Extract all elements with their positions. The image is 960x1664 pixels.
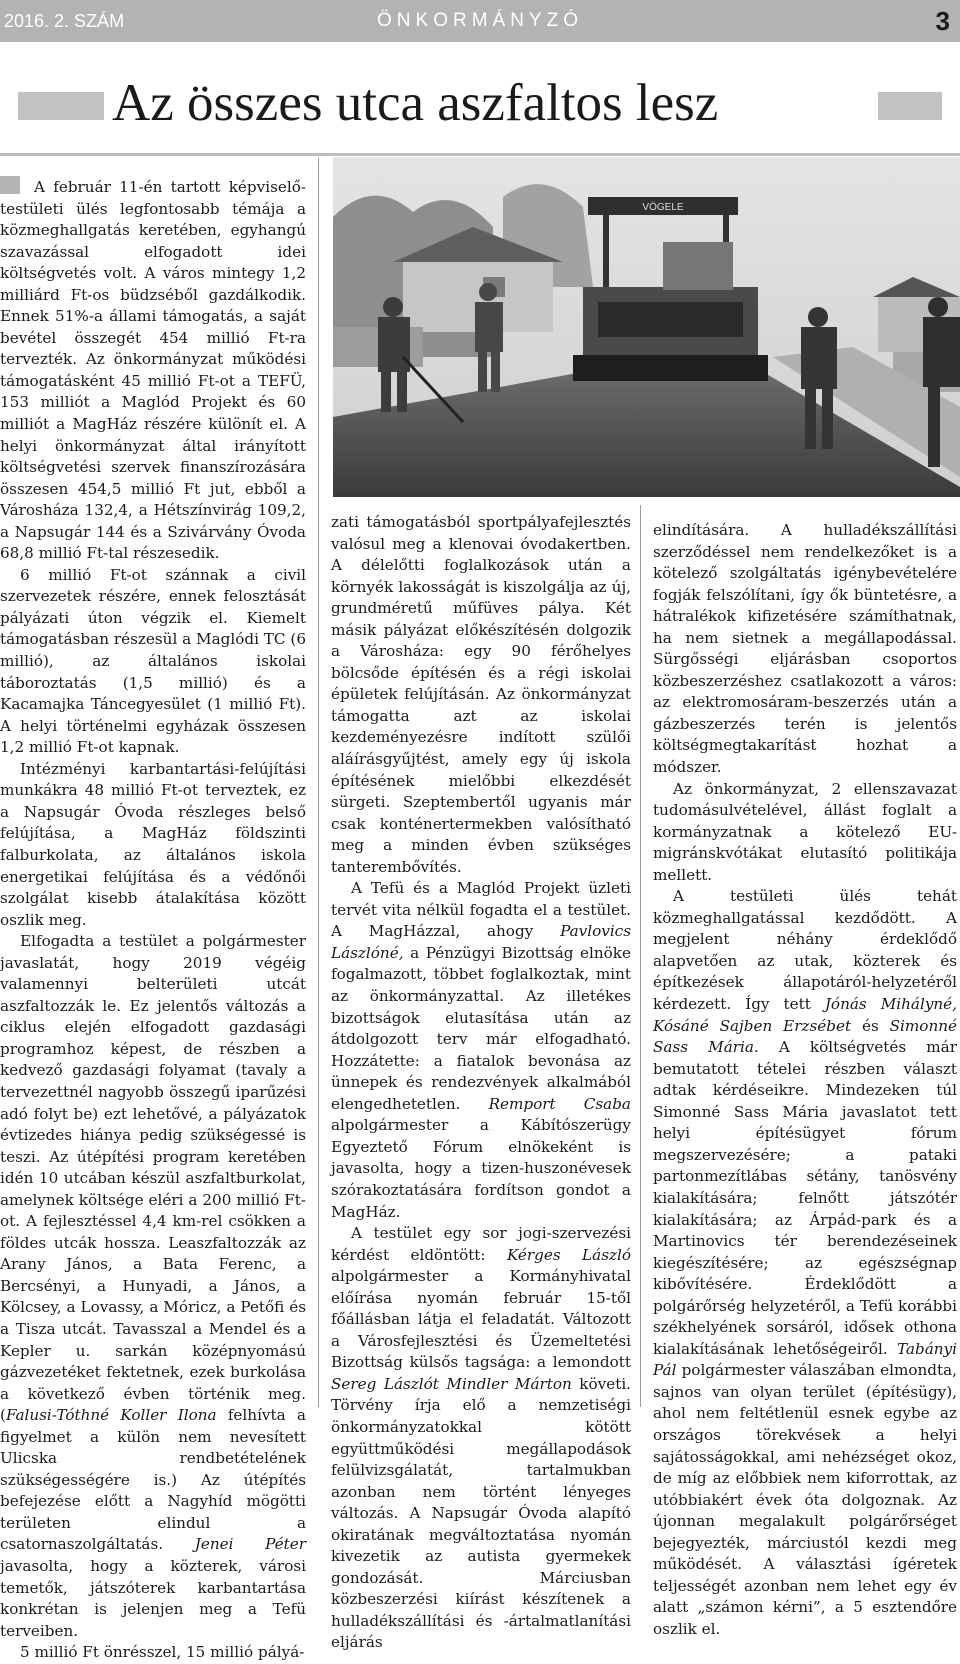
person-name: Falusi-Tóthné Koller Ilona (5, 1406, 217, 1425)
page-number: 3 (935, 6, 950, 36)
paragraph: elindítására. A hulladékszállítási szerződéssel nem rendelkezőket is a kötelező szolgáltatás igénybevételére fogják felszólítani, így ők büntetésre, a hátralékok kifizetésére számíthatnak, ha nem sietnek a megállapodással. Sürgősségi eljárásban csoportos közbeszerzéshez csatlakozott a város: az elektromosáram-beszerzés után a gázbeszerzés terén is jelentős költségmegtakarítást hozhat a módszer. (653, 521, 957, 777)
machine-brand-label: VÖGELE (642, 202, 684, 213)
paragraph-text: A február 11-én tartott képviselő-testületi ülés legfontosabb témája a közmeghallgatás keretében, egyhangú szavazással elfogadott idei költségvetés volt. A város mintegy 1,2 milliárd Ft-os büdzséből gazdálkodik. Ennek 51%-a állami támogatás, a saját bevétel összegét 454 millió Ft-ra tervezték. Az önkormányzat működési támogatásként 45 millió Ft-ot a TEFÜ, 153 milliót a Maglód Projekt és 60 milliót a MagHáz részére különít el. A helyi önkormányzat által irányított költségvetési szervek finanszírozására összesen 454,5 millió Ft jut, ebből a Városháza 132,4, a Hétszínvirág 109,2, a Napsugár 144 és a Szivárvány Óvoda 68,8 millió Ft-tal részesedik. (0, 178, 306, 563)
article-column-2 (331, 512, 631, 1654)
person-name: Tabányi Pál (653, 1339, 957, 1380)
issue-label: 2016. 2. SZÁM (4, 11, 125, 31)
person-name: Kérges László (506, 1245, 631, 1264)
paragraph (0, 931, 306, 1642)
person-name: Sereg Lászlót Mindler Márton (331, 1374, 572, 1393)
paragraph (0, 176, 306, 565)
paragraph-text: A testületi ülés tehát közmeghallgatással kezdődött. A megjelent néhány érdeklődő alapvetően az utak, közterek és építkezések állapotáról-helyzetéről kérdezett. Így tett (653, 887, 957, 1014)
paragraph (653, 886, 957, 1640)
headline-rule (0, 153, 960, 156)
title-decoration-right (878, 92, 942, 120)
paragraph-text: javasolta, hogy a közterek, városi temetők, játszóterek karbantartása konkrétan is jelenjen meg a Tefü terveiben. (0, 1557, 306, 1640)
paragraph-text: Elfogadta a testület a polgármester javaslatát, hogy 2019 végéig valamennyi belterületi utcát aszfaltozzák le. Ez jelentős változás a ciklus elején elfogadott gazdasági programhoz képest, de részben a kedvező gazdasági folyamat (tavaly a tervezettnél nagyobb összegű iparűzési adó folyt be) ezt lehetővé, a pályázatok évtizedes hiánya pedig szükségessé is teszi. Az útépítési program keretében idén 10 utcában készül aszfaltburkolat, amelynek költsége eléri a 200 millió Ft-ot. A fejlesztéssel 4,4 km-rel csökken a földes utcák hossza. Leaszfaltozzák az Arany János, a Bata Ferenc, a Bercsényi, a Hunyadi, a János, a Kölcsey, a Lovassy, a Móricz, a Petőfi és a Tisza utcát. Tavasszal a Mendel és a Kepler u. sarkán középnyomású gázvezetéket fektetnek, ezek burkolása a következő évben történik meg. ( (0, 932, 306, 1425)
paragraph-text: polgármester válaszában elmondta, sajnos van olyan terület (építésügy), ahol nem feltétlenül esnek egybe az országos törekvések a helyi sajátosságokkal, ami nehézséget okoz, de míg az előbbiek nem kiforrottak, az utóbbiakért évek óta dolgoznak. Az újonnan megalakult polgárőrséget bejegyezték, márciustól kezdi meg működését. A választási ígéretek teljességét azonban nem lehet egy év alatt „számon kérni”, a 5 esztendőre oszlik el. (653, 1361, 957, 1638)
paragraph-marker (0, 176, 20, 194)
paragraph (331, 1223, 631, 1654)
paragraph-text: a Pénzügyi Bizottság elnöke fogalmazott, többet foglalkoztak, mint az önkormányzattal. Az illetékes bizottságok elutasítása után az átdolgozott terv már elfogadható. Hozzátette: a fiatalok bevonása az ünnepek és rendezvények alkalmából elengedhetetlen. (331, 943, 631, 1113)
column-divider (640, 505, 641, 1407)
paragraph: 6 millió Ft-ot szánnak a civil szervezetek részére, ennek felosztását pályázati úton végzik el. Kiemelt támogatásban részesül a Maglódi TC (6 millió), az általános iskolai táboroztatás (1,5 millió) és a Kacamajka Táncegyesület (1 millió Ft). A helyi történelmi egyházak összesen 1,2 millió Ft-ot kapnak. (0, 565, 306, 757)
paragraph: Az önkormányzat, 2 ellenszavazat tudomásulvételével, állást foglalt a kormányzatnak a kötelező EU-migránskvótákat elutasító politikája mellett. (653, 779, 957, 884)
paving-scene-illustration (333, 157, 960, 497)
road-paving-photo (333, 157, 960, 497)
paragraph (331, 878, 631, 1223)
paragraph-text: és (851, 1016, 890, 1035)
paragraph-text: A Tefü és a Maglód Projekt üzleti tervét vita nélkül fogadta el a testület. A MagHázzal, ahogy (331, 879, 631, 941)
person-name: Jónás Mihályné, Kósáné Sajben Erzsébet (653, 995, 957, 1035)
paragraph-text: felhívta a figyelmet a külön nem nevesített Ulicska rendbetételének szükségességére is.) Az útépítés befejezése előtt a Nagyhíd mögötti területen elindul a csatornaszolgáltatás. (0, 1406, 306, 1554)
person-name: Simonné Sass Mária. (653, 1016, 957, 1057)
section-title: ÖNKORMÁNYZÓ (377, 10, 583, 31)
paragraph-text: követi. Törvény írja elő a nemzetiségi önkormányzatokkal kötött együttműködési megállapodások felülvizsgálatát, tartalmukban azonban nem történt lényeges változás. A Napsugár Óvoda alapító okiratának megváltoztatása nyomán kivezetik az autista gyermekek gondozását. Márciusban közbeszerzési kiírást készítenek a hulladékszállítási és -ártalmatlanítási eljárás (331, 1374, 632, 1652)
paragraph: Intézményi karbantartási-felújítási munkákra 48 millió Ft-ot terveztek, ez a Napsugár Óvoda részleges belső felújítása, a MagHáz földszinti falburkolata, az általános iskola energetikai felújítása és a védőnői szolgálat kisebb átalakítása között oszlik meg. (0, 759, 306, 929)
paragraph-text: A testület egy sor jogi-szervezési kérdést eldöntött: (331, 1224, 631, 1264)
person-name: Jenei Péter (194, 1535, 306, 1554)
paragraph: zati támogatásból sportpályafejlesztés valósul meg a klenovai óvodakertben. A délelőtti foglalkozások után a környék lakosságát is kiszolgálja az új, grundméretű műfüves pálya. Két másik pályázat előkészítésén dolgozik a Városháza: egy 90 férőhelyes bölcsőde építésén és a régi iskolai épületek felújításán. Az önkormányzat támogatta azt az iskolai kezdeményezésre indított szülői aláírásgyűjtést, amely egy új iskola építésének mielőbbi elkezdését sürgeti. Szeptembertől ugyanis már csak konténertermekben valósítható meg a minden évben szükséges tanterembővítés. (331, 513, 631, 876)
headline-row (0, 70, 960, 140)
paragraph-text: A költségvetés már bemutatott tételei részben választ adtak kérdéseikre. Mindezeken túl Simonné Sass Mária javaslatot tett helyi építésügyet fórum megszervezésére; a pataki partonmezítlábas sétány, tanösvény kialakítására; felnőtt játszótér kialakítására; az Árpád-park és a Martinovics tér berendezéseinek kiegészítésére; az egészségnap kibővítésére. Érdeklődött a polgárőrség helyzetéről, a Tefü korábbi székhelyének sorsáról, idősek othona kialakításának lehetőségeiről. (653, 1038, 957, 1358)
article-column-3 (653, 520, 957, 1640)
person-name: Remport Csaba (488, 1094, 631, 1113)
person-name: Pavlovics Lászlóné, (331, 922, 631, 962)
article-column-1 (0, 176, 306, 1664)
paragraph-text: alpolgármester a Kábítószerügy Egyeztető Fórum elnökeként is javasolta, hogy a tizen-huszonévesek szórakoztatására fordítson gondot a MagHáz. (331, 1116, 631, 1221)
title-decoration-left (18, 92, 104, 120)
column-divider (318, 158, 319, 1407)
paragraph-text: alpolgármester a Kormányhivatal előírása nyomán február 15-től főállásban látja el feladatát. Változott a Városfejlesztési és Üzemeltetési Bizottság külsős tagsága: a lemondott (331, 1267, 631, 1372)
article-title: Az összes utca aszfaltos lesz (112, 74, 719, 132)
paragraph: 5 millió Ft önrésszel, 15 millió pályá- (20, 1643, 305, 1662)
